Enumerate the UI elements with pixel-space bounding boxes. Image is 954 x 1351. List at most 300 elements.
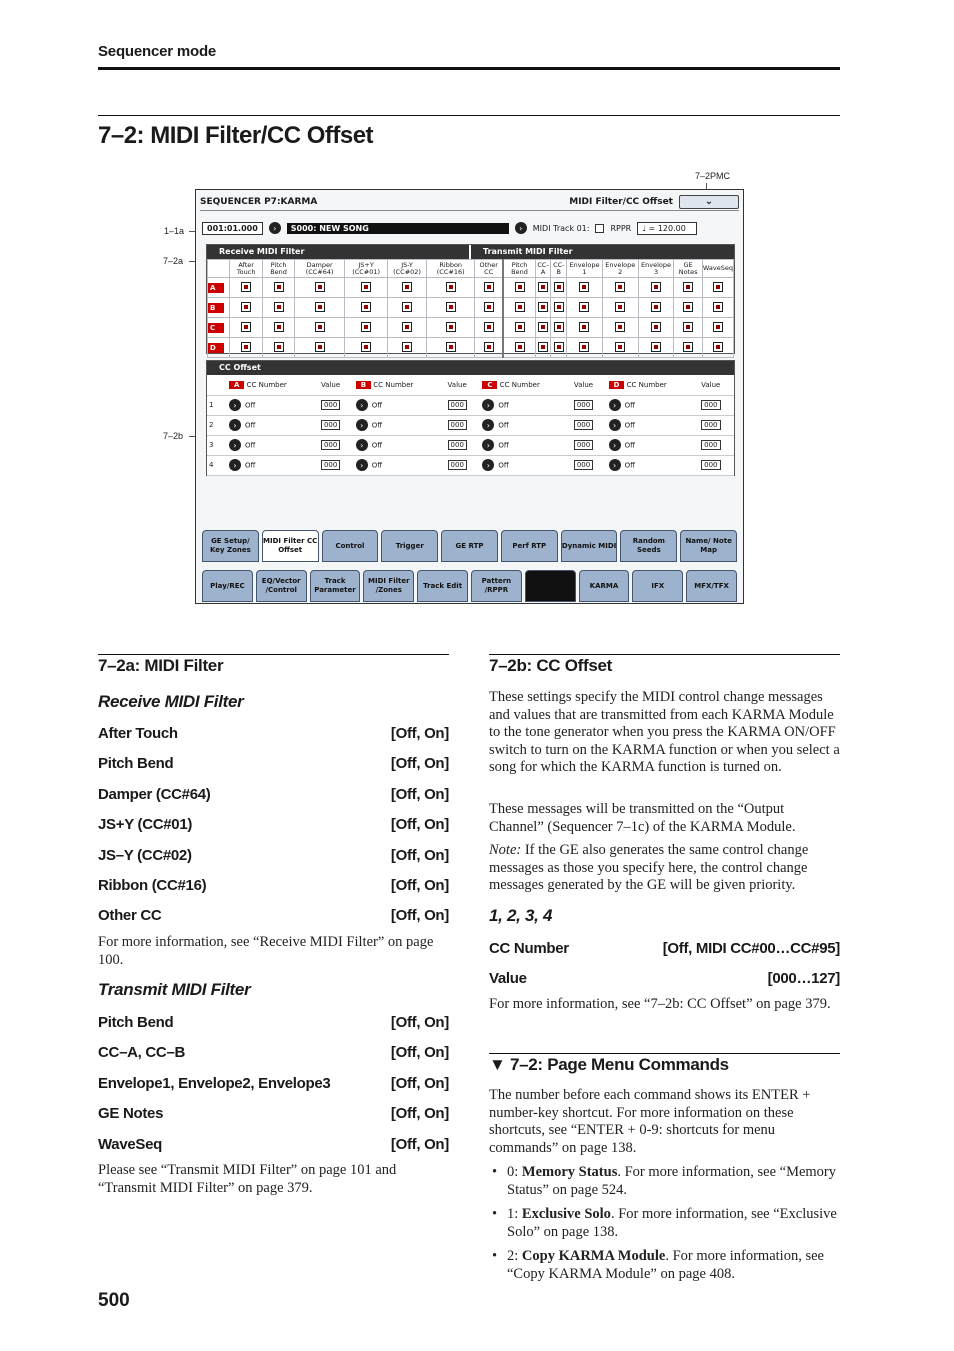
cc-number-value[interactable]: Off bbox=[498, 441, 509, 450]
row-label: A bbox=[208, 283, 224, 293]
param-name: Ribbon (CC#16) bbox=[98, 876, 207, 894]
cc-offset-table bbox=[207, 375, 734, 476]
cc-value-cell bbox=[319, 415, 354, 435]
cc-value-cell bbox=[572, 395, 607, 415]
arrow-right-icon[interactable]: › bbox=[482, 419, 494, 431]
transmit-col-header: WaveSeq bbox=[702, 260, 733, 278]
arrow-right-icon[interactable]: › bbox=[229, 399, 241, 411]
filter-cell bbox=[263, 298, 295, 318]
filter-checkbox[interactable] bbox=[538, 302, 548, 312]
param-row bbox=[98, 847, 449, 877]
filter-checkbox[interactable] bbox=[515, 302, 525, 312]
tempo-field[interactable]: ♩ = 120.00 bbox=[637, 222, 697, 235]
filter-cell bbox=[551, 278, 567, 298]
filter-checkbox[interactable] bbox=[615, 302, 625, 312]
filter-cell bbox=[475, 278, 504, 298]
cc-value-field[interactable]: 000 bbox=[574, 400, 593, 410]
transmit-col-header: GE Notes bbox=[674, 260, 702, 278]
filter-checkbox[interactable] bbox=[484, 322, 494, 332]
filter-checkbox[interactable] bbox=[361, 282, 371, 292]
param-row bbox=[98, 1105, 449, 1135]
mode-tab[interactable]: MIDI Filter /Zones bbox=[363, 570, 414, 602]
filter-checkbox[interactable] bbox=[683, 282, 693, 292]
param-range: [Off, On] bbox=[390, 1014, 449, 1031]
filter-cell bbox=[503, 338, 535, 358]
filter-checkbox[interactable] bbox=[446, 322, 456, 332]
cc-number-cell bbox=[480, 455, 572, 475]
command-desc: . For more information, see “Memory Status” on page 524. bbox=[507, 1164, 837, 1198]
filter-cell bbox=[638, 318, 674, 338]
rppr-checkbox[interactable] bbox=[595, 224, 604, 233]
command-name: Memory Status bbox=[521, 1164, 618, 1180]
cc-number-value[interactable]: Off bbox=[245, 441, 256, 450]
callout-pmc: 7–2PMC bbox=[695, 171, 731, 181]
filter-cell bbox=[702, 298, 733, 318]
cc-group-label: C bbox=[482, 381, 497, 389]
command-desc: . For more information, see “Exclusive Solo” on page 138. bbox=[507, 1206, 837, 1240]
filter-checkbox[interactable] bbox=[538, 282, 548, 292]
filter-checkbox[interactable] bbox=[446, 302, 456, 312]
cc-value-field[interactable]: 000 bbox=[448, 400, 467, 410]
cc-offset-panel bbox=[206, 360, 735, 476]
arrow-right-icon[interactable]: › bbox=[609, 399, 621, 411]
filter-cell bbox=[294, 298, 345, 318]
section-7-2b-title: 7–2b: CC Offset bbox=[489, 656, 613, 675]
cc-number-value[interactable]: Off bbox=[371, 421, 383, 430]
param-range: [Off, On] bbox=[390, 1074, 449, 1092]
filter-cell bbox=[345, 278, 387, 298]
filter-cell bbox=[567, 298, 603, 318]
cc-value-field[interactable]: 000 bbox=[321, 440, 340, 450]
cc-number-value[interactable]: Off bbox=[624, 461, 635, 470]
filter-checkbox[interactable] bbox=[651, 342, 661, 352]
filter-checkbox[interactable] bbox=[274, 302, 284, 312]
cc-number-value[interactable]: Off bbox=[245, 401, 256, 410]
filter-checkbox[interactable] bbox=[274, 322, 284, 332]
cc-value-field[interactable]: 000 bbox=[448, 420, 467, 430]
cc-value-field[interactable]: 000 bbox=[701, 440, 720, 450]
filter-cell bbox=[638, 338, 674, 358]
cc-value-cell bbox=[319, 455, 354, 475]
filter-cell bbox=[387, 338, 426, 358]
page-tab[interactable]: GE Setup/ Key Zones bbox=[202, 530, 259, 562]
filter-cell bbox=[230, 338, 263, 358]
filter-cell bbox=[551, 338, 567, 358]
cc-value-cell bbox=[699, 435, 734, 455]
cc-offset-note-2: For more information, see “7–2b: CC Offset” on page 379. bbox=[489, 996, 831, 1012]
mode-tab[interactable] bbox=[525, 570, 576, 602]
filter-checkbox[interactable] bbox=[713, 302, 723, 312]
cc-number-cell bbox=[480, 435, 572, 455]
cc-value-cell bbox=[572, 455, 607, 475]
receive-heading: Receive MIDI Filter bbox=[98, 692, 244, 711]
cc-number-value[interactable]: Off bbox=[245, 461, 256, 470]
cc-value-cell bbox=[572, 435, 607, 455]
filter-checkbox[interactable] bbox=[274, 282, 284, 292]
cc-number-cell bbox=[227, 455, 319, 475]
filter-cell bbox=[567, 318, 603, 338]
row-label-cell bbox=[208, 318, 230, 338]
arrow-right-icon[interactable]: › bbox=[269, 222, 281, 234]
cc-value-field[interactable]: 000 bbox=[321, 420, 340, 430]
filter-checkbox[interactable] bbox=[651, 302, 661, 312]
cc-number-value[interactable]: Off bbox=[498, 421, 509, 430]
cc-number-label: CC Number bbox=[373, 380, 414, 389]
mode-tab[interactable]: IFX bbox=[632, 570, 683, 602]
filter-checkbox[interactable] bbox=[713, 342, 723, 352]
filter-checkbox[interactable] bbox=[683, 342, 693, 352]
cc-number-value[interactable]: Off bbox=[245, 421, 256, 430]
page-tabs bbox=[202, 530, 737, 562]
receive-col-header: Other CC bbox=[475, 260, 504, 278]
transmit-heading: Transmit MIDI Filter bbox=[98, 980, 251, 999]
filter-cell bbox=[427, 338, 475, 358]
callout-7-2a: 7–2a bbox=[163, 256, 184, 266]
page-tab[interactable]: Control bbox=[322, 530, 379, 562]
mode-tab[interactable]: Track Parameter bbox=[310, 570, 361, 602]
filter-cell bbox=[602, 318, 638, 338]
karma-screen bbox=[195, 189, 744, 604]
mode-tab[interactable]: EQ/Vector /Control bbox=[256, 570, 307, 602]
filter-checkbox[interactable] bbox=[579, 342, 589, 352]
arrow-right-icon[interactable]: › bbox=[515, 222, 527, 234]
rppr-label: RPPR bbox=[610, 223, 632, 233]
transmit-col-header: CC-B bbox=[551, 260, 567, 278]
cc-value-cell bbox=[699, 415, 734, 435]
filter-checkbox[interactable] bbox=[241, 342, 251, 352]
cc-rows-heading: 1, 2, 3, 4 bbox=[489, 906, 553, 925]
filter-checkbox[interactable] bbox=[402, 322, 412, 332]
filter-checkbox[interactable] bbox=[484, 342, 494, 352]
param-name: CC–A, CC–B bbox=[98, 1044, 186, 1062]
param-row bbox=[98, 1075, 449, 1105]
filter-cell bbox=[294, 278, 345, 298]
filter-checkbox[interactable] bbox=[713, 322, 723, 332]
filter-cell bbox=[263, 338, 295, 358]
param-name: JS–Y (CC#02) bbox=[98, 846, 192, 864]
callout-7-2b: 7–2b bbox=[163, 431, 184, 441]
filter-checkbox[interactable] bbox=[402, 302, 412, 312]
filter-checkbox[interactable] bbox=[579, 302, 589, 312]
param-range: [Off, On] bbox=[390, 816, 449, 834]
param-row bbox=[489, 940, 840, 970]
cc-number-cell bbox=[607, 455, 700, 475]
cc-number-cell bbox=[354, 435, 446, 455]
filter-cell bbox=[230, 278, 263, 298]
midi-filter-table bbox=[207, 259, 734, 358]
cc-number-cell bbox=[480, 415, 572, 435]
screen-title: SEQUENCER P7:KARMA bbox=[200, 196, 318, 207]
chevron-down-icon: ⌄ bbox=[704, 195, 714, 207]
cc-row bbox=[207, 395, 734, 415]
filter-checkbox[interactable] bbox=[554, 342, 564, 352]
cc-number-value[interactable]: Off bbox=[371, 461, 383, 470]
cc-value-field[interactable]: 000 bbox=[574, 460, 593, 470]
filter-checkbox[interactable] bbox=[315, 342, 325, 352]
arrow-right-icon[interactable]: › bbox=[229, 459, 241, 471]
filter-cell bbox=[387, 278, 426, 298]
filter-checkbox[interactable] bbox=[274, 342, 284, 352]
filter-checkbox[interactable] bbox=[241, 282, 251, 292]
cc-number-value[interactable]: Off bbox=[498, 401, 509, 410]
param-row bbox=[98, 816, 449, 846]
cc-offset-note bbox=[489, 842, 840, 895]
cc-value-field[interactable]: 000 bbox=[448, 460, 467, 470]
arrow-right-icon[interactable]: › bbox=[229, 439, 241, 451]
filter-cell bbox=[535, 298, 551, 318]
filter-cell bbox=[535, 338, 551, 358]
param-name: Value bbox=[489, 970, 527, 988]
filter-checkbox[interactable] bbox=[315, 282, 325, 292]
cc-value-field[interactable]: 000 bbox=[701, 420, 720, 430]
shortcut-number: 1: bbox=[507, 1206, 519, 1223]
page-tab[interactable]: Random Seeds bbox=[620, 530, 677, 562]
param-row bbox=[98, 1044, 449, 1074]
param-range: [Off, On] bbox=[390, 1135, 449, 1153]
page-menu-list bbox=[489, 1164, 840, 1291]
title-rule bbox=[98, 115, 840, 116]
cc-value-cell bbox=[572, 415, 607, 435]
transmit-note: Please see “Transmit MIDI Filter” on page 101 and “Transmit MIDI Filter” on page 379. bbox=[98, 1162, 397, 1196]
row-label: C bbox=[208, 323, 224, 333]
filter-checkbox[interactable] bbox=[515, 322, 525, 332]
cc-value-field[interactable]: 000 bbox=[321, 460, 340, 470]
filter-checkbox[interactable] bbox=[361, 302, 371, 312]
arrow-right-icon[interactable]: › bbox=[356, 419, 368, 431]
filter-checkbox[interactable] bbox=[554, 282, 564, 292]
filter-cell bbox=[475, 298, 504, 318]
filter-checkbox[interactable] bbox=[446, 282, 456, 292]
arrow-right-icon[interactable]: › bbox=[609, 439, 621, 451]
mode-tab[interactable]: Pattern /RPPR bbox=[471, 570, 522, 602]
filter-cell bbox=[638, 278, 674, 298]
transmit-col-header: Envelope 3 bbox=[638, 260, 674, 278]
cc-value-label: Value bbox=[572, 375, 607, 395]
callout-1-1a: 1–1a bbox=[164, 226, 185, 236]
cc-value-field[interactable]: 000 bbox=[574, 440, 593, 450]
cc-row-number: 3 bbox=[207, 435, 227, 455]
page-menu-button[interactable] bbox=[679, 195, 739, 209]
filter-row bbox=[208, 298, 734, 318]
transmit-param-list bbox=[98, 1014, 449, 1166]
filter-cell bbox=[602, 298, 638, 318]
page-tab[interactable]: MIDI Filter CC Offset bbox=[262, 530, 319, 562]
filter-cell bbox=[567, 338, 603, 358]
receive-col-header: JS+Y (CC#01) bbox=[345, 260, 387, 278]
param-row bbox=[98, 1014, 449, 1044]
cc-value-field[interactable]: 000 bbox=[701, 400, 720, 410]
cc-value-cell bbox=[699, 455, 734, 475]
cc-row-number: 1 bbox=[207, 395, 227, 415]
cc-row bbox=[207, 435, 734, 455]
cc-number-label: CC Number bbox=[499, 380, 540, 389]
cc-number-value[interactable]: Off bbox=[371, 441, 383, 450]
filter-cell bbox=[263, 318, 295, 338]
mode-tab[interactable]: MFX/TFX bbox=[686, 570, 737, 602]
row-label: B bbox=[208, 303, 224, 313]
cc-number-cell bbox=[607, 435, 700, 455]
filter-cell bbox=[702, 278, 733, 298]
command-name: Exclusive Solo bbox=[521, 1206, 611, 1223]
filter-checkbox[interactable] bbox=[241, 322, 251, 332]
cc-value-field[interactable]: 000 bbox=[701, 460, 720, 470]
cc-value-cell bbox=[446, 395, 481, 415]
filter-cell bbox=[551, 298, 567, 318]
mode-tab[interactable]: Play/REC bbox=[202, 570, 253, 602]
cc-number-label: CC Number bbox=[246, 380, 287, 389]
filter-cell bbox=[345, 318, 387, 338]
section-rule-pmc bbox=[489, 1053, 840, 1054]
cc-number-value[interactable]: Off bbox=[624, 401, 635, 410]
param-row bbox=[98, 786, 449, 816]
filter-checkbox[interactable] bbox=[484, 282, 494, 292]
param-name: WaveSeq bbox=[98, 1135, 163, 1153]
arrow-right-icon[interactable]: › bbox=[229, 419, 241, 431]
filter-checkbox[interactable] bbox=[538, 342, 548, 352]
filter-cell bbox=[230, 318, 263, 338]
row-label-cell bbox=[208, 298, 230, 318]
arrow-right-icon[interactable]: › bbox=[482, 399, 494, 411]
filter-cell bbox=[230, 298, 263, 318]
cc-number-cell bbox=[354, 455, 446, 475]
filter-checkbox[interactable] bbox=[683, 302, 693, 312]
mode-tab[interactable]: KARMA bbox=[579, 570, 630, 602]
cc-group-header bbox=[227, 375, 319, 395]
arrow-right-icon[interactable]: › bbox=[609, 419, 621, 431]
shortcut-number: 2: bbox=[507, 1248, 519, 1265]
filter-checkbox[interactable] bbox=[402, 282, 412, 292]
arrow-right-icon[interactable]: › bbox=[356, 459, 368, 471]
filter-checkbox[interactable] bbox=[361, 342, 371, 352]
filter-cell bbox=[387, 298, 426, 318]
cc-value-cell bbox=[319, 435, 354, 455]
param-row bbox=[98, 725, 449, 755]
param-name: Envelope1, Envelope2, Envelope3 bbox=[98, 1074, 331, 1092]
filter-checkbox[interactable] bbox=[651, 282, 661, 292]
filter-cell bbox=[503, 298, 535, 318]
filter-cell bbox=[702, 318, 733, 338]
filter-cell bbox=[551, 318, 567, 338]
filter-cell bbox=[674, 338, 702, 358]
row-label-cell bbox=[208, 278, 230, 298]
filter-checkbox[interactable] bbox=[554, 322, 564, 332]
filter-checkbox[interactable] bbox=[515, 342, 525, 352]
filter-checkbox[interactable] bbox=[579, 322, 589, 332]
song-select[interactable]: S000: NEW SONG bbox=[287, 223, 509, 234]
filter-cell bbox=[602, 278, 638, 298]
filter-checkbox[interactable] bbox=[515, 282, 525, 292]
cc-group-header bbox=[354, 375, 446, 395]
page-tab[interactable]: Perf RTP bbox=[501, 530, 558, 562]
cc-value-label: Value bbox=[446, 375, 481, 395]
param-row bbox=[98, 755, 449, 785]
filter-checkbox[interactable] bbox=[315, 322, 325, 332]
param-name: After Touch bbox=[98, 725, 178, 742]
cc-value-field[interactable]: 000 bbox=[448, 440, 467, 450]
transmit-col-header: CC-A bbox=[535, 260, 551, 278]
param-name: CC Number bbox=[489, 940, 569, 957]
cc-group-header bbox=[480, 375, 572, 395]
param-row bbox=[98, 877, 449, 907]
filter-checkbox[interactable] bbox=[538, 322, 548, 332]
filter-checkbox[interactable] bbox=[554, 302, 564, 312]
receive-param-list bbox=[98, 725, 449, 938]
cc-row-number: 4 bbox=[207, 455, 227, 475]
arrow-right-icon[interactable]: › bbox=[482, 439, 494, 451]
cc-number-value[interactable]: Off bbox=[371, 401, 383, 410]
filter-checkbox[interactable] bbox=[484, 302, 494, 312]
param-range: [Off, On] bbox=[390, 907, 449, 925]
running-header: Sequencer mode bbox=[98, 43, 217, 60]
cc-value-field[interactable]: 000 bbox=[321, 400, 340, 410]
cc-row bbox=[207, 455, 734, 475]
arrow-right-icon[interactable]: › bbox=[356, 439, 368, 451]
receive-note: For more information, see “Receive MIDI Filter” on page 100. bbox=[98, 934, 434, 968]
command-name: Copy KARMA Module bbox=[521, 1248, 666, 1265]
screen-header bbox=[200, 193, 739, 211]
param-range: [Off, On] bbox=[390, 755, 449, 773]
filter-checkbox[interactable] bbox=[241, 302, 251, 312]
filter-checkbox[interactable] bbox=[713, 282, 723, 292]
filter-checkbox[interactable] bbox=[651, 322, 661, 332]
filter-checkbox[interactable] bbox=[446, 342, 456, 352]
list-item bbox=[489, 1164, 840, 1199]
cc-group-header bbox=[607, 375, 700, 395]
filter-cell bbox=[674, 318, 702, 338]
cc-number-value[interactable]: Off bbox=[624, 441, 635, 450]
cc-number-cell bbox=[354, 395, 446, 415]
page-tab[interactable]: Dynamic MIDI bbox=[561, 530, 618, 562]
transmit-bar: Transmit MIDI Filter bbox=[469, 245, 734, 259]
param-name: Pitch Bend bbox=[98, 1014, 174, 1031]
cc-offset-bar: CC Offset bbox=[207, 361, 734, 375]
cc-number-value[interactable]: Off bbox=[498, 461, 509, 470]
cc-number-cell bbox=[354, 415, 446, 435]
param-range: [Off, On] bbox=[390, 876, 449, 894]
filter-checkbox[interactable] bbox=[683, 322, 693, 332]
arrow-right-icon[interactable]: › bbox=[482, 459, 494, 471]
filter-checkbox[interactable] bbox=[615, 282, 625, 292]
corner-cell bbox=[208, 260, 230, 278]
page-tab[interactable]: Name/ Note Map bbox=[680, 530, 737, 562]
filter-checkbox[interactable] bbox=[361, 322, 371, 332]
arrow-right-icon[interactable]: › bbox=[356, 399, 368, 411]
cc-number-cell bbox=[607, 395, 700, 415]
page-tab[interactable]: Trigger bbox=[381, 530, 438, 562]
arrow-right-icon[interactable]: › bbox=[609, 459, 621, 471]
param-range: [Off, MIDI CC#00…CC#95] bbox=[662, 940, 840, 957]
cc-value-field[interactable]: 000 bbox=[574, 420, 593, 430]
row-label-cell bbox=[208, 338, 230, 358]
mode-tab[interactable]: Track Edit bbox=[417, 570, 468, 602]
filter-checkbox[interactable] bbox=[615, 342, 625, 352]
filter-checkbox[interactable] bbox=[615, 322, 625, 332]
cc-value-cell bbox=[319, 395, 354, 415]
filter-checkbox[interactable] bbox=[402, 342, 412, 352]
location-field[interactable]: 001:01.000 bbox=[202, 222, 263, 235]
receive-col-header: Pitch Bend bbox=[263, 260, 295, 278]
filter-cell bbox=[674, 278, 702, 298]
cc-number-value[interactable]: Off bbox=[624, 421, 635, 430]
param-range: [000…127] bbox=[767, 970, 840, 988]
param-range: [Off, On] bbox=[390, 725, 449, 742]
page-tab[interactable]: GE RTP bbox=[441, 530, 498, 562]
filter-checkbox[interactable] bbox=[315, 302, 325, 312]
param-range: [Off, On] bbox=[390, 1105, 449, 1123]
page-title: 7–2: MIDI Filter/CC Offset bbox=[98, 122, 374, 149]
filter-checkbox[interactable] bbox=[579, 282, 589, 292]
filter-cell bbox=[427, 278, 475, 298]
